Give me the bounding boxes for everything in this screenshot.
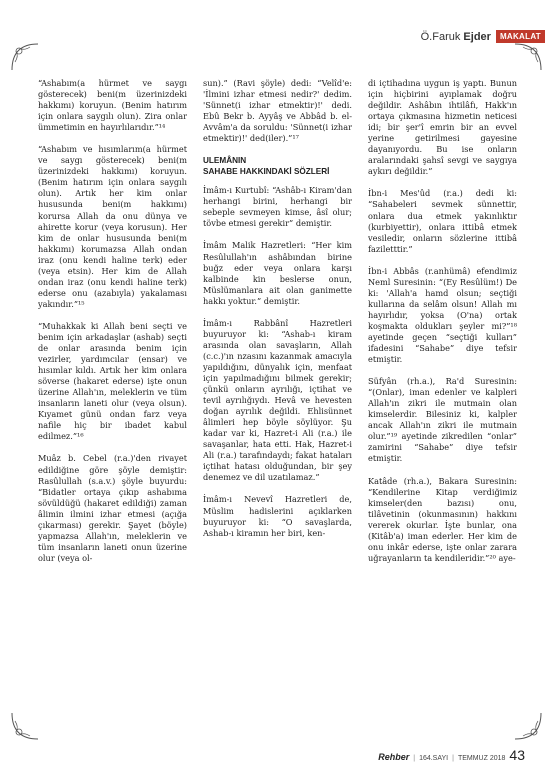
paragraph: “Ashabım ve hısımlarım(a hürmet ve saygı gösterecek) beni(m üzerinizdeki hakkımı) koruyun. (Benim hatırım için onlara saygılı olun). Artık her kim onlar hususunda beni(m hakkımı) korursa Allah da onu dünya ve ahirette korur (veya korusun). Her kim de onlar hususunda beni(m hakkımı) korumazsa Allah ondan iraz (onu kendi haline terk) eder (veya etsin). Her kim de Allah ondan iraz (onu kendi haline terk) ederse onu (azabıyla) yakalaması yakındır.”¹⁵ <box>38 144 187 309</box>
corner-ornament-icon <box>10 711 40 741</box>
issue-date: TEMMUZ 2018 <box>457 755 506 762</box>
magazine-logo: Rehber <box>378 752 410 762</box>
text-column-3 <box>368 78 517 730</box>
paragraph: İmâm-ı Rabbânî Hazretleri buyuruyor ki: “Ashab-ı kiram arasında olan savaşların, Allah (c.c.)'ın nzasını kazanmak amacıyla yapıldığını, dünyalık için, menfaat için yapılmadığını bilmek gerekir; çünkü onların ayrılığı, içtihat ve tevil ayrılığıydı. Hevâ ve hevesten doğan ayrılık değildi. Ehlisünnet âlimleri hep böyle söylüyor. Şu kadar var ki, Hazret-i Ali (r.a.) ile savaşanlar, hata etti. Hak, Hazret-i Ali (r.a.) tarafındaydı; fakat hataları içtihat hatası olduğundan, bir şey denemez ve dil uzatılamaz.” <box>203 317 352 483</box>
page-number: 43 <box>509 747 525 763</box>
paragraph: Süfyân (rh.a.), Ra'd Suresinin: “(Onlar), iman edenler ve kalpleri Allah'ın zikri ile mutmain olan kimselerdir. Bilesiniz ki, kalpler ancak Allah'ın zikri ile mutmain olur.”¹⁹ ayetinde zikredilen “onlar” zamirini “Sahabe” diye tefsir etmiştir. <box>368 376 517 464</box>
corner-ornament-icon <box>513 42 543 72</box>
corner-ornament-icon <box>10 42 40 72</box>
section-subheading <box>203 155 352 177</box>
paragraph: “Ashabım(a hürmet ve saygı gösterecek) beni(m üzerinizdeki hakkımı) koruyun. (Benim hatırım için onlara saygılı olun). Zira onlar ümmetimin en hayırlılarıdır.”¹⁴ <box>38 78 187 133</box>
section-tag: MAKALAT <box>496 30 545 43</box>
author-first-name: Ö.Faruk <box>420 30 461 43</box>
paragraph: di içtihadına uygun iş yaptı. Bunun için hiçbirini ayıplamak doğru değildir. Ashâbın ihtilâfı, Hakk'ın ortaya çıkmasına hizmetin neticesi idi; bir şer'î emrin bir an evvel yerine getirilmesi gayesine dayanıyordu. Bu ise onların aralarındaki şahsî sevgi ve saygıya aykırı değildir.” <box>368 78 517 177</box>
page-footer: Rehber | 164.SAYI | TEMMUZ 2018 43 <box>378 747 525 763</box>
paragraph: İbn-i Mes'ûd (r.a.) dedi ki: “Sahabeleri sevmek sünnettir, onlara dua etmek yakınlıktır (kurbiyettir), onlara ittibâ etmek vesiledir, onların sözlerine ittibâ faziletttir.” <box>368 188 517 254</box>
author-name <box>421 31 491 43</box>
subheading-line-1: ULEMÂNIN <box>203 156 247 166</box>
paragraph: Katâde (rh.a.), Bakara Suresinin: “Kendilerine Kitap verdiğimiz kimseler(den bazısı) onu, tilâvetinin (okunmasının) hakkını vererek okurlar. İşte bunlar, ona (Kitâb'a) iman ederler. Her kim de onu inkâr ederse, işte onlar zarara uğrayanların ta kendileridir.”²⁰ aye- <box>368 475 517 563</box>
paragraph: Muâz b. Cebel (r.a.)'den rivayet edildiğine göre şöyle demiştir: Rasûlullah (s.a.v.) şöyle buyurdu: “Bidatler ortaya çıkıp ashabıma sövüldüğü (hakaret edildiği) zaman âlimin ilmini izhar etmesi (açığa çıkarması) gerekir. Şayet (böyle) yapmazsa Allah'ın, meleklerin ve tüm insanların laneti onun üzerine olur (veya ol- <box>38 453 187 563</box>
paragraph: İmâm-ı Kurtubî: “Ashâb-ı Kiram'dan herhangi birini, herhangi bir sebeple sevmeyen kimse, âsî olur; tövbe etmesi gerekir” demiştir. <box>203 185 352 229</box>
paragraph: “Muhakkak ki Allah beni seçti ve benim için arkadaşlar (ashab) seçti de onlar arasında benim için vezirler, yardımcılar (ensar) ve hısımlar kıldı. Artık her kim onlara söverse (hakaret ederse) işte onun üzerine Allah'ın, meleklerin ve tüm insanların laneti olur (veya olsun). Kıyamet günü ondan farz veya nafile hiç bir ibadet kabul edilmez.”¹⁶ <box>38 320 187 442</box>
subheading-line-2: SAHABE HAKKINDAKİ SÖZLERİ <box>203 167 330 177</box>
issue-number: 164.SAYI <box>419 755 449 762</box>
text-column-1 <box>38 78 187 730</box>
text-column-2 <box>203 78 352 730</box>
paragraph: İmâm-ı Nevevî Hazretleri de, Müslim hadislerini açıklarken buyuruyor ki: “O savaşlarda, Ashab-ı kiramın her biri, ken- <box>203 494 352 538</box>
paragraph: İbn-i Abbâs (r.anhümâ) efendimiz Neml Suresinin: “(Ey Resûlüm!) De ki: 'Allah'a hamd olsun; seçtiği kullarına da selâm olsun! Allah mı hayırlıdır, yoksa (O'na) ortak koşmakta oldukları şeyler mi?”¹⁸ ayetinde geçen “seçtiği kulları” ifadesini “Sahabe” diye tefsir etmiştir. <box>368 265 517 365</box>
paragraph: İmâm Malik Hazretleri: “Her kim Resûlullah'ın ashâbından birine buğz eder veya onlara karşı kalbinde kin beslerse onun, Müslümanlara ait olan ganimette hakkı yoktur.” demiştir. <box>203 240 352 306</box>
corner-ornament-icon <box>513 711 543 741</box>
author-last-name: Ejder <box>463 30 491 43</box>
paragraph: sun).” (Ravi şöyle) dedi: “Velîd'e: 'İlmini izhar etmesi nedir?' dedim. 'Sünnet(i izhar etmektir)!' dedi. Ebû Bekr b. Ayyâş ve Abbâd b. el-Avvâm'a da soruldu: 'Sünnet(i izhar etmektir)!' ded(iler).”¹⁷ <box>203 78 352 144</box>
